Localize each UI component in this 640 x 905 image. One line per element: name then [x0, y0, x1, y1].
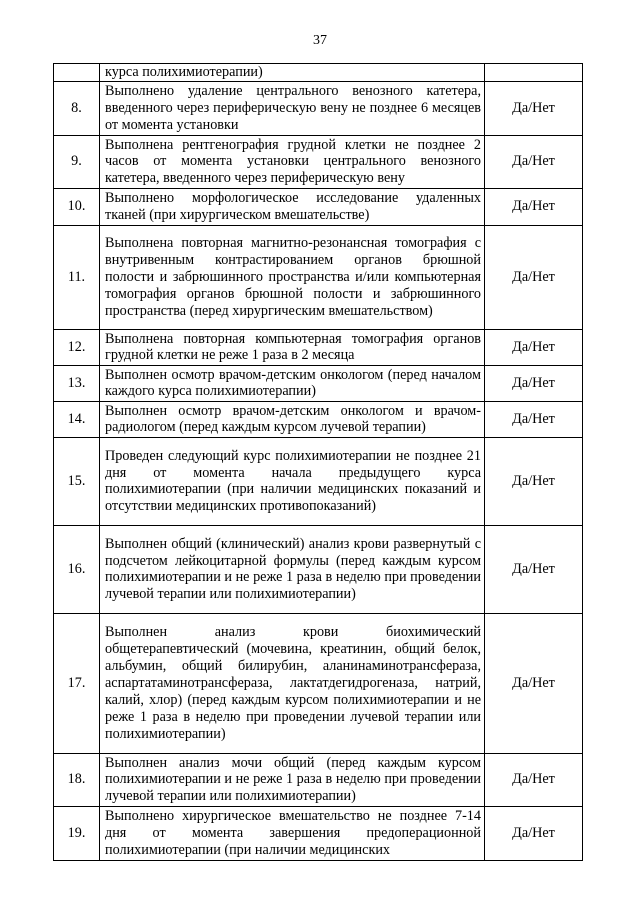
answer-cell: Да/Нет: [485, 613, 583, 753]
criterion-text: Выполнен анализ мочи общий (перед каждым курсом полихимиотерапии и не реже 1 раза в неделю при проведении лучевой терапии или полихимиотерапии): [100, 753, 485, 806]
row-number: 14.: [54, 401, 100, 437]
row-number: 18.: [54, 753, 100, 806]
criterion-text: Выполнено удаление центрального венозного катетера, введенного через периферическую вену не позднее 6 месяцев от момента установки: [100, 81, 485, 135]
answer-cell: Да/Нет: [485, 806, 583, 860]
answer-cell: Да/Нет: [485, 188, 583, 225]
row-number: 11.: [54, 225, 100, 329]
table-row: [54, 401, 583, 437]
table-row: [54, 329, 583, 365]
table-row: [54, 806, 583, 860]
table-row: [54, 365, 583, 401]
row-number: 9.: [54, 135, 100, 188]
table-row: [54, 64, 583, 82]
criterion-text: Выполнено хирургическое вмешательство не позднее 7-14 дня от момента завершения предоперационной полихимиотерапии (при наличии медицинских: [100, 806, 485, 860]
answer-cell: Да/Нет: [485, 81, 583, 135]
criteria-table: [53, 63, 583, 861]
answer-cell: Да/Нет: [485, 401, 583, 437]
table-row: [54, 437, 583, 525]
row-number: 13.: [54, 365, 100, 401]
answer-cell: Да/Нет: [485, 329, 583, 365]
criterion-text: Выполнен осмотр врачом-детским онкологом (перед началом каждого курса полихимиотерапии): [100, 365, 485, 401]
criterion-text: Выполнен общий (клинический) анализ крови развернутый с подсчетом лейкоцитарной формулы (перед каждым курсом полихимиотерапии и не реже 1 раза в неделю при проведении лучевой терапии или полихимиотерапии): [100, 525, 485, 613]
table-row: [54, 753, 583, 806]
criterion-text: Выполнена повторная компьютерная томография органов грудной клетки не реже 1 раза в 2 месяца: [100, 329, 485, 365]
row-number: 8.: [54, 81, 100, 135]
table-row: [54, 613, 583, 753]
criterion-text: Выполнена повторная магнитно-резонансная томография с внутривенным контрастированием органов брюшной полости и забрюшинного пространства и/или компьютерная томография органов брюшной полости и забрюшинного пространства (перед хирургическим вмешательством): [100, 225, 485, 329]
answer-cell: Да/Нет: [485, 437, 583, 525]
answer-cell: Да/Нет: [485, 525, 583, 613]
table-row: [54, 225, 583, 329]
row-number: 17.: [54, 613, 100, 753]
row-number: 10.: [54, 188, 100, 225]
table-row: [54, 135, 583, 188]
criterion-text: Выполнено морфологическое исследование удаленных тканей (при хирургическом вмешательстве): [100, 188, 485, 225]
table-row: [54, 188, 583, 225]
page-number: 37: [313, 33, 327, 48]
criterion-text: Выполнена рентгенография грудной клетки не позднее 2 часов от момента установки центрального венозного катетера, введенного через периферическую вену: [100, 135, 485, 188]
answer-cell: Да/Нет: [485, 135, 583, 188]
table-row: [54, 81, 583, 135]
row-number: [54, 64, 100, 82]
row-number: 19.: [54, 806, 100, 860]
criterion-text: Проведен следующий курс полихимиотерапии не позднее 21 дня от момента начала предыдущего курса полихимиотерапии (при наличии медицинских показаний и отсутствии медицинских противопоказаний): [100, 437, 485, 525]
answer-cell: [485, 64, 583, 82]
row-number: 16.: [54, 525, 100, 613]
row-number: 15.: [54, 437, 100, 525]
criterion-text: курса полихимиотерапии): [100, 64, 485, 82]
row-number: 12.: [54, 329, 100, 365]
criterion-text: Выполнен осмотр врачом-детским онкологом и врачом-радиологом (перед каждым курсом лучевой терапии): [100, 401, 485, 437]
answer-cell: Да/Нет: [485, 365, 583, 401]
table-row: [54, 525, 583, 613]
answer-cell: Да/Нет: [485, 225, 583, 329]
criterion-text: Выполнен анализ крови биохимический общетерапевтический (мочевина, креатинин, общий белок, альбумин, общий билирубин, аланинаминотрансфераза, аспартатаминотрансфераза, лактатдегидрогеназа, натрий, калий, хлор) (перед каждым курсом полихимиотерапии и не реже 1 раза в неделю при проведении лучевой терапии или полихимиотерапии): [100, 613, 485, 753]
answer-cell: Да/Нет: [485, 753, 583, 806]
